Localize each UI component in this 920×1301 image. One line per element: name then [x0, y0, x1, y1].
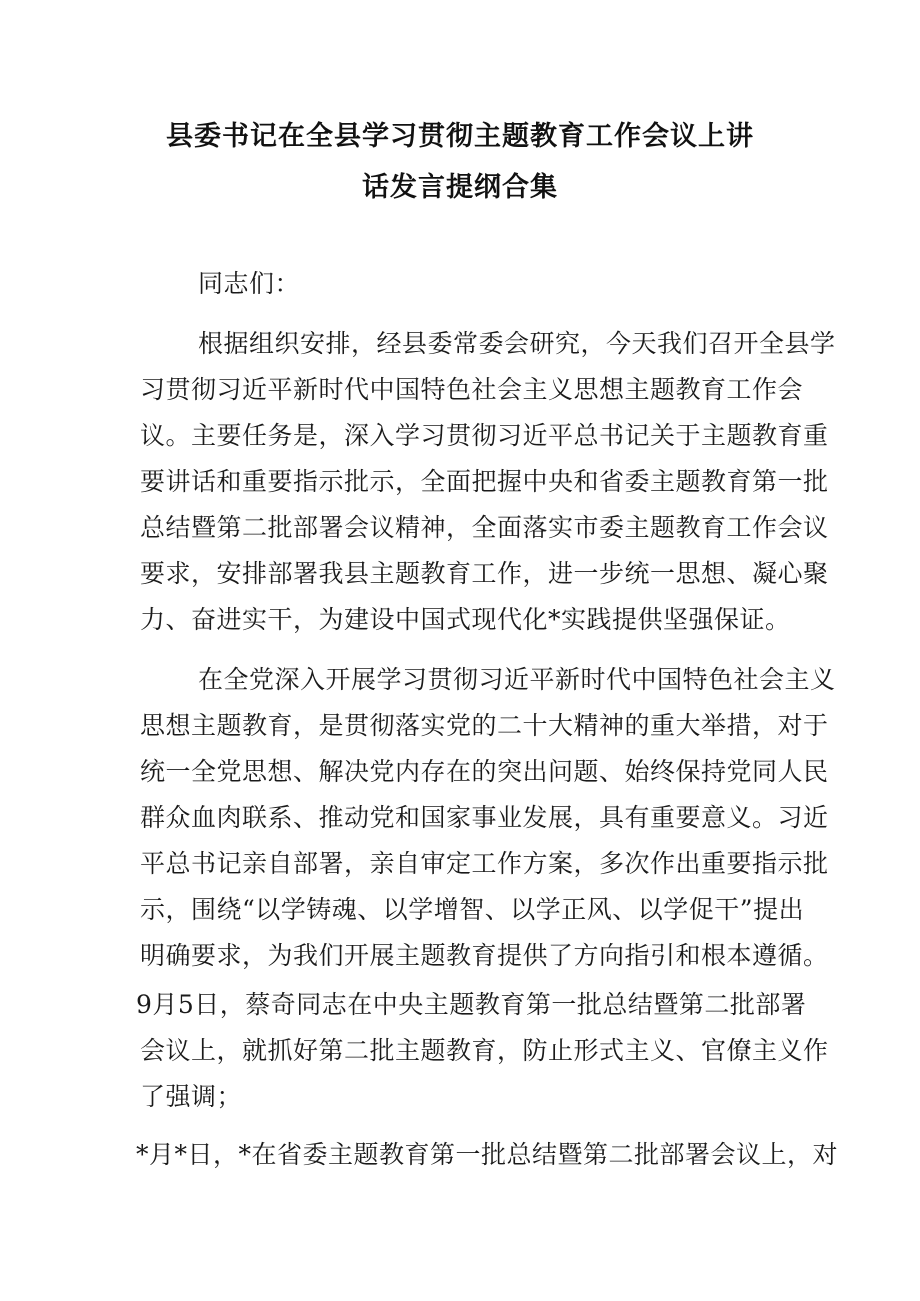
paragraph-1-line: 要讲话和重要指示批示，全面把握中央和省委主题教育第一批 — [140, 467, 829, 496]
paragraph-2-line: 示，围绕“以学铸魂、以学增智、以学正风、以学促干”提出 — [140, 895, 805, 924]
paragraph-1-line: 力、奋进实干，为建设中国式现代化*实践提供坚强保证。 — [140, 605, 791, 634]
paragraph-4-line: *月*日，*在省委主题教育第一批总结暨第二批部署会议上，对 — [136, 1140, 839, 1169]
paragraph-1-line: 习贯彻习近平新时代中国特色社会主义思想主题教育工作会 — [140, 375, 804, 404]
salutation: 同志们： — [198, 269, 301, 298]
paragraph-1-line: 总结暨第二批部署会议精神，全面落实市委主题教育工作会议 — [140, 513, 829, 542]
title-line-2: 话发言提纲合集 — [362, 172, 558, 203]
paragraph-3-line: 了强调； — [140, 1082, 243, 1111]
paragraph-2-line: 在全党深入开展学习贯彻习近平新时代中国特色社会主义 — [198, 665, 836, 694]
paragraph-1-line: 要求，安排部署我县主题教育工作，进一步统一思想、凝心聚 — [140, 559, 829, 588]
paragraph-2-line: 平总书记亲自部署，亲自审定工作方案，多次作出重要指示批 — [140, 849, 829, 878]
paragraph-2-line: 思想主题教育，是贯彻落实党的二十大精神的重大举措，对于 — [140, 711, 829, 740]
paragraph-3-line: 9月5日，蔡奇同志在中央主题教育第一批总结暨第二批部署 — [136, 990, 807, 1019]
paragraph-2-line: 统一全党思想、解决党内存在的突出问题、始终保持党同人民 — [140, 757, 829, 786]
title-line-1: 县委书记在全县学习贯彻主题教育工作会议上讲 — [166, 121, 754, 152]
paragraph-3-line: 会议上，就抓好第二批主题教育，防止形式主义、官僚主义作 — [140, 1036, 829, 1065]
paragraph-2-line: 群众血肉联系、推动党和国家事业发展，具有重要意义。习近 — [140, 803, 829, 832]
paragraph-1-line: 根据组织安排，经县委常委会研究，今天我们召开全县学 — [198, 329, 836, 358]
paragraph-1-line: 议。主要任务是，深入学习贯彻习近平总书记关于主题教育重 — [140, 421, 829, 450]
paragraph-2-line: 明确要求，为我们开展主题教育提供了方向指引和根本遵循。 — [140, 941, 829, 970]
